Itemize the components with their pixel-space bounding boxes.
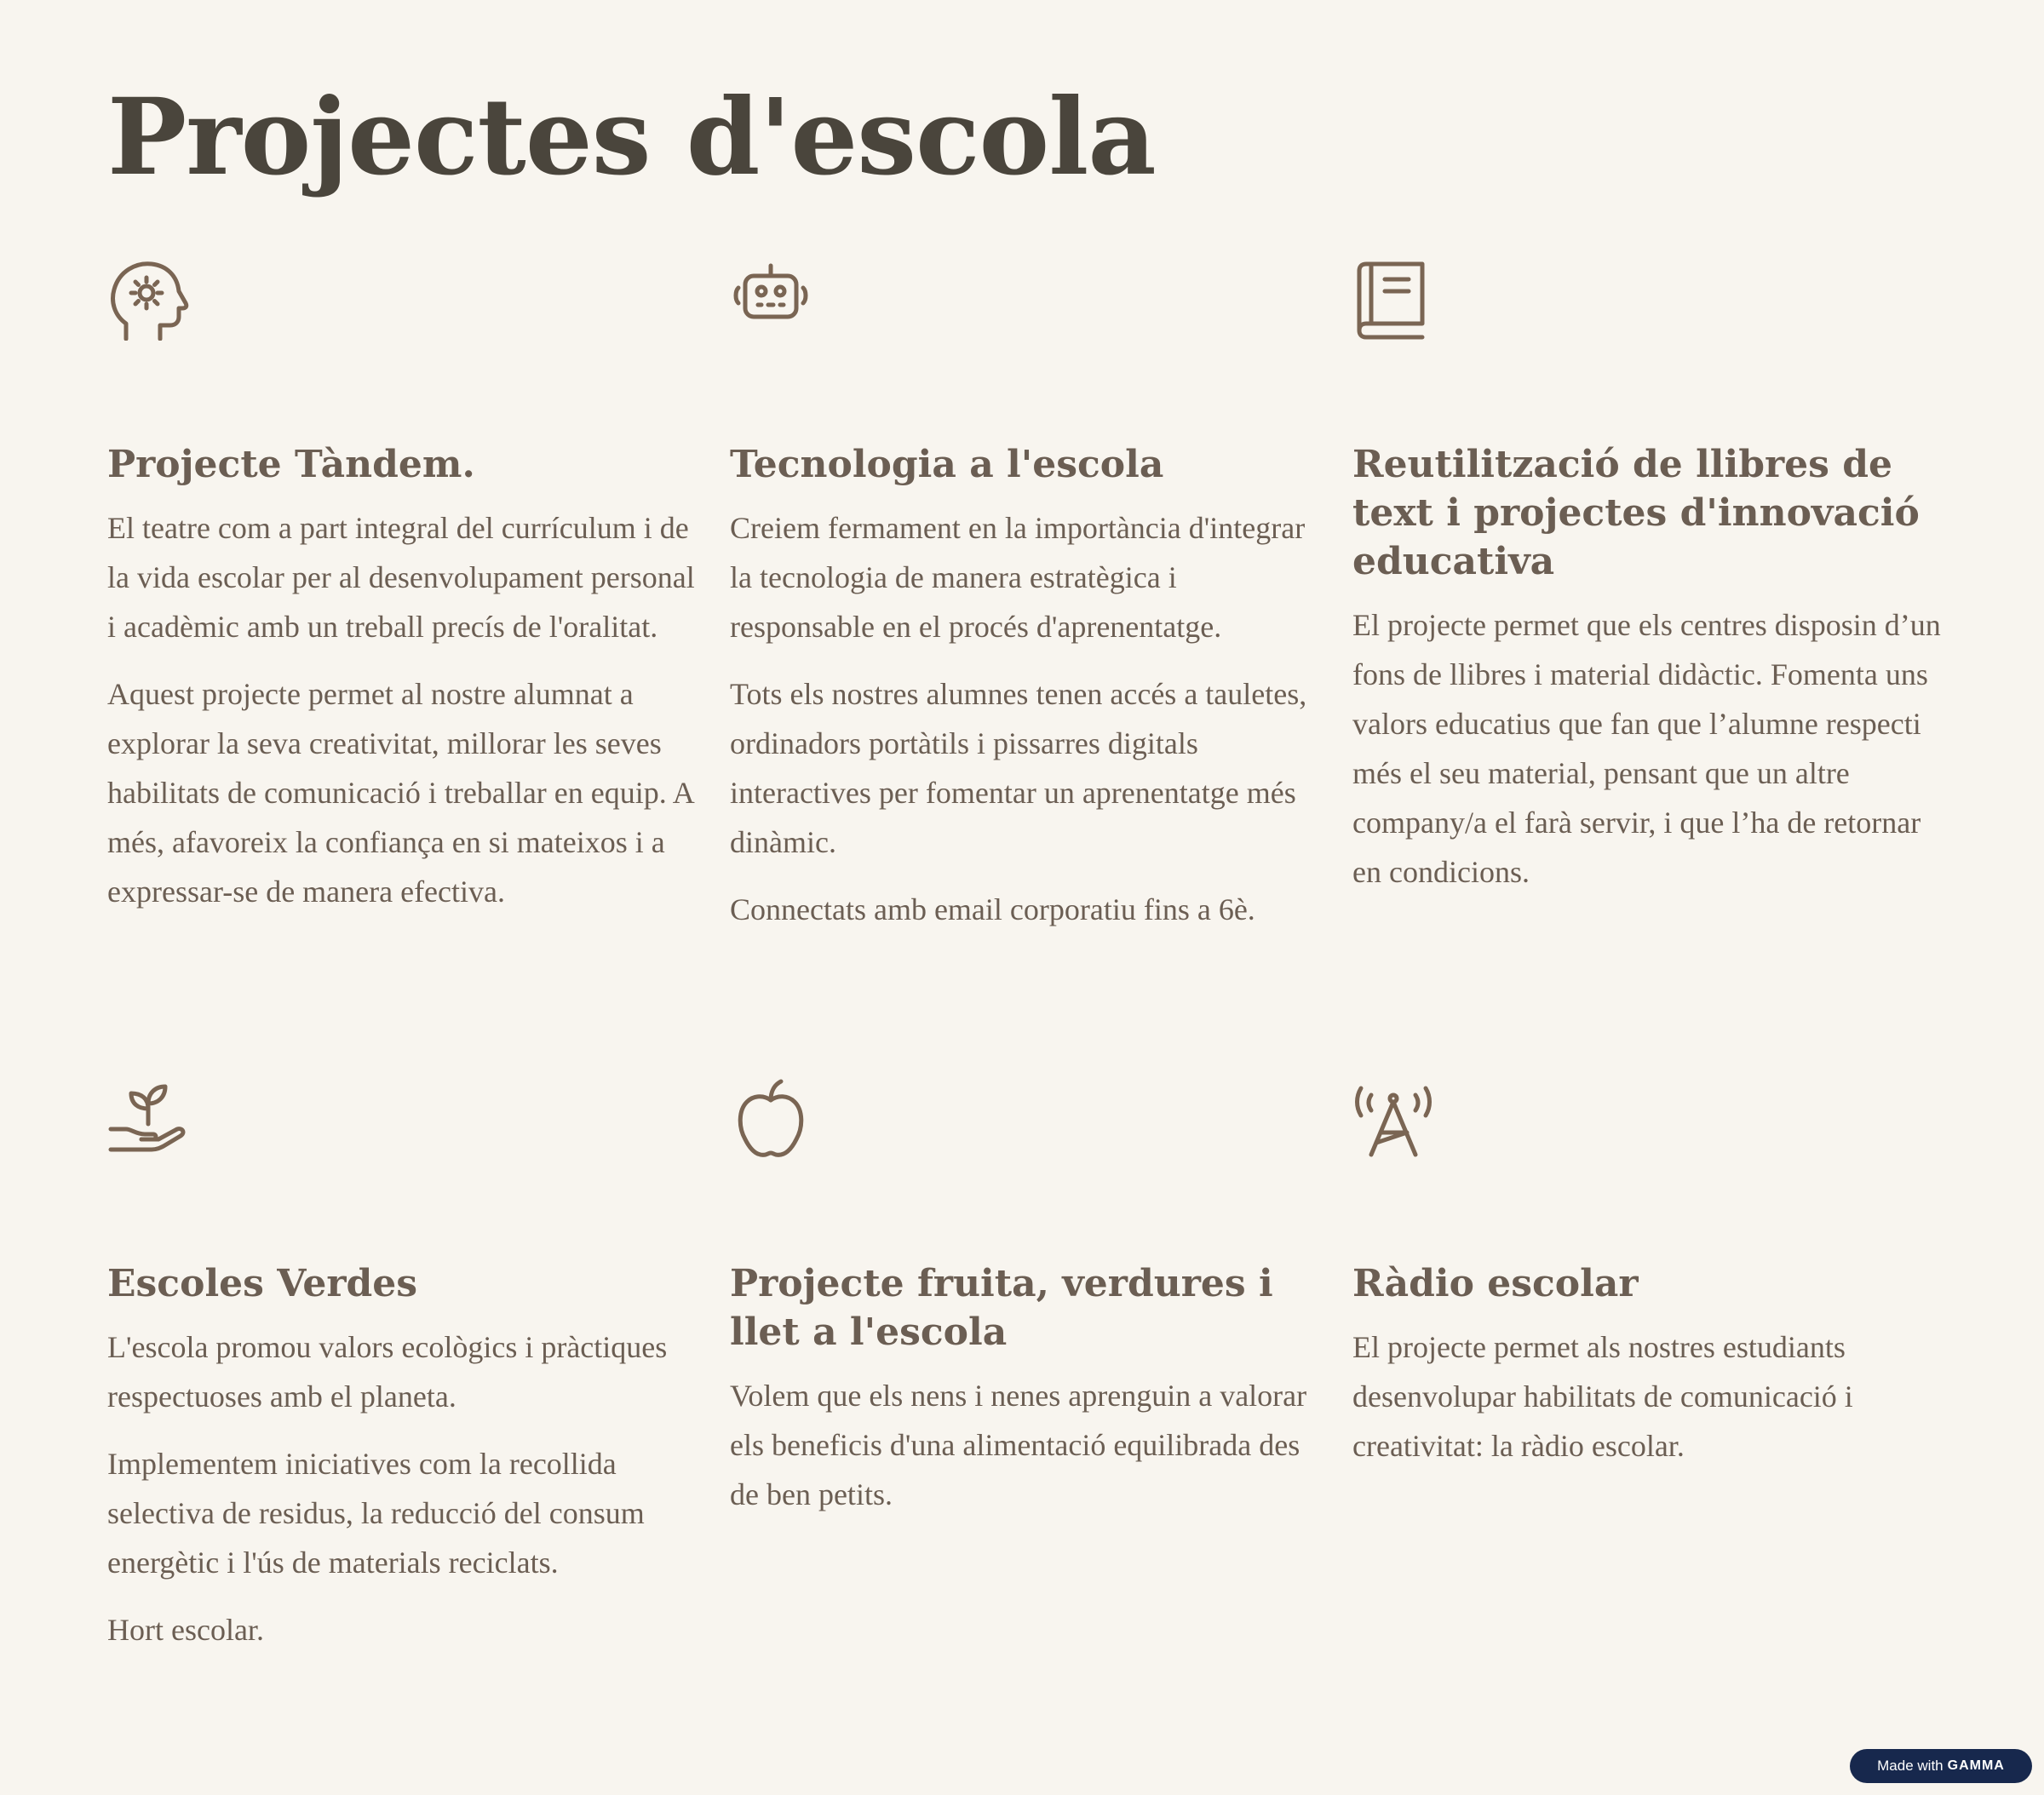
robot-icon: [730, 259, 812, 341]
project-card-book-reuse: [1352, 259, 1949, 897]
project-description: Creiem fermament en la importància d'integrar la tecnologia de manera estratègica i responsable en el procés d'aprenentatge.: [730, 511, 1306, 644]
project-description: L'escola promou valors ecològics i pràctiques respectuoses amb el planeta.: [107, 1330, 668, 1414]
project-description: Aquest projecte permet al nostre alumnat a explorar la seva creativitat, millorar les seves habilitats de comunicació i treballar en equip. A més, afavoreix la confiança en si mateixos i a expressar-se de manera efectiva.: [107, 677, 693, 909]
project-title: Reutilització de llibres de text i projectes d'innovació educativa: [1352, 443, 1920, 583]
project-title: Escoles Verdes: [107, 1262, 418, 1305]
project-title: Ràdio escolar: [1352, 1262, 1639, 1305]
project-title: Projecte Tàndem.: [107, 443, 475, 486]
project-description: Implementem iniciatives com la recollida selectiva de residus, la reducció del consum energètic i l'ús de materials reciclats.: [107, 1447, 645, 1580]
project-description: Connectats amb email corporatiu fins a 6è.: [730, 892, 1255, 926]
project-description: Volem que els nens i nenes aprenguin a valorar els beneficis d'una alimentació equilibrada des de ben petits.: [730, 1379, 1307, 1511]
project-title: Projecte fruita, verdures i llet a l'escola: [730, 1262, 1273, 1354]
project-description: El projecte permet que els centres disposin d’un fons de llibres i material didàctic. Fomenta uns valors educatius que fan que l’alumne respecti més el seu material, pensant que un altre company/a el farà servir, i que l’ha de retornar en condicions.: [1352, 608, 1941, 889]
made-with-gamma-badge[interactable]: [1850, 1749, 2032, 1783]
gamma-logo: GAMMA: [1947, 1758, 2005, 1773]
book-icon: [1352, 259, 1434, 341]
project-card-fruit: [730, 1078, 1326, 1519]
radio-tower-icon: [1352, 1078, 1434, 1160]
page-title: Projectes d'escola: [107, 76, 1156, 199]
hand-sprout-icon: [107, 1078, 189, 1160]
apple-icon: [730, 1078, 812, 1160]
project-description: El projecte permet als nostres estudiants desenvolupar habilitats de comunicació i creativitat: la ràdio escolar.: [1352, 1330, 1853, 1463]
project-title: Tecnologia a l'escola: [730, 443, 1164, 486]
head-gear-icon: [107, 259, 189, 341]
project-card-tandem: [107, 259, 703, 916]
project-card-technology: [730, 259, 1326, 934]
badge-prefix: Made with: [1877, 1758, 1944, 1774]
project-card-radio: [1352, 1078, 1949, 1471]
project-card-green-schools: [107, 1078, 703, 1654]
project-description: Hort escolar.: [107, 1613, 264, 1647]
project-description: El teatre com a part integral del currículum i de la vida escolar per al desenvolupament personal i acadèmic amb un treball precís de l'oralitat.: [107, 511, 695, 644]
project-description: Tots els nostres alumnes tenen accés a tauletes, ordinadors portàtils i pissarres digitals interactives per fomentar un aprenentatge més dinàmic.: [730, 677, 1307, 859]
